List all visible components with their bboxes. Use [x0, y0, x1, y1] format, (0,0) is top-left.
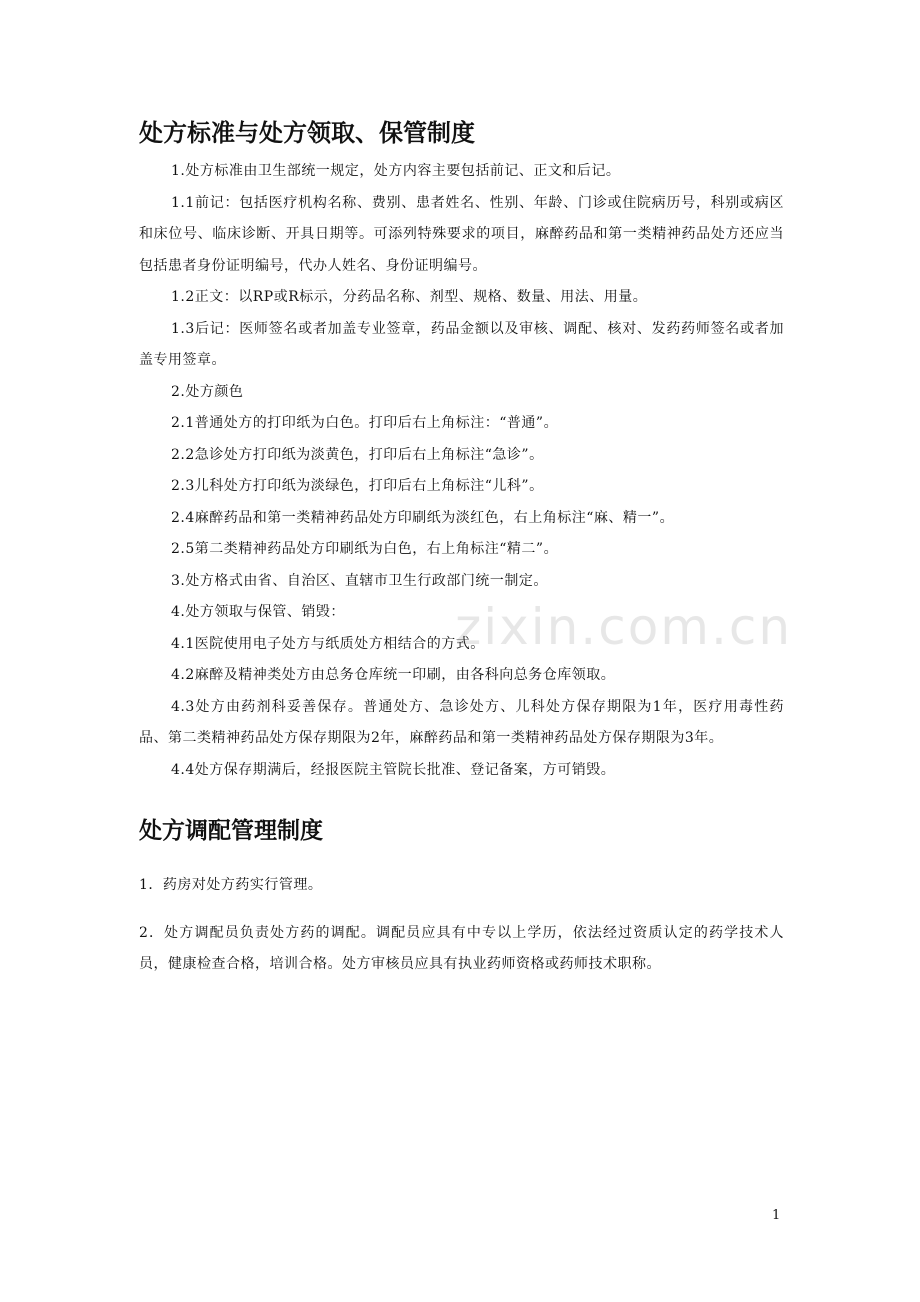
- page-number: 1: [772, 1208, 781, 1223]
- paragraph: 4.处方领取与保管、销毁：: [171, 604, 345, 620]
- paragraph: 2.3儿科处方打印纸为淡绿色，打印后右上角标注“儿科”。: [171, 478, 544, 494]
- paragraph: 1.3后记：医师签名或者加盖专业签章，药品金额以及审核、调配、核对、发药药师签名或者加盖专用签章。: [139, 320, 784, 368]
- paragraph: 4.4处方保存期满后，经报医院主管院长批准、登记备案，方可销毁。: [171, 761, 616, 778]
- paragraph: 4.3处方由药剂科妥善保存。普通处方、急诊处方、儿科处方保存期限为1年，医疗用毒性药品、第二类精神药品处方保存期限为2年，麻醉药品和第一类精神药品处方保存期限为3年。: [139, 698, 784, 746]
- section-title-dispensing-management: 处方调配管理制度: [139, 818, 323, 844]
- watermark: zixin.com.cn: [455, 598, 793, 656]
- paragraph: 2.4麻醉药品和第一类精神药品处方印刷纸为淡红色，右上角标注“麻、精一”。: [171, 509, 675, 526]
- section-title-prescription-standard: 处方标准与处方领取、保管制度: [139, 119, 475, 147]
- paragraph: 2．处方调配员负责处方药的调配。调配员应具有中专以上学历，依法经过资质认定的药学技术人员，健康检查合格，培训合格。处方审核员应具有执业药师资格或药师技术职称。: [139, 924, 784, 972]
- paragraph: 2.1普通处方的打印纸为白色。打印后右上角标注：“普通”。: [171, 415, 559, 431]
- paragraph: 1．药房对处方药实行管理。: [139, 877, 323, 893]
- paragraph: 1.1前记：包括医疗机构名称、费别、患者姓名、性别、年龄、门诊或住院病历号，科别或病区和床位号、临床诊断、开具日期等。可添列特殊要求的项目，麻醉药品和第一类精神药品处方还应当包括患者身份证明编号，代办人姓名、身份证明编号。: [139, 194, 784, 274]
- document-body: [139, 116, 784, 997]
- paragraph: 4.2麻醉及精神类处方由总务仓库统一印刷，由各科向总务仓库领取。: [171, 667, 616, 683]
- paragraph: 2.5第二类精神药品处方印刷纸为白色，右上角标注“精二”。: [171, 541, 559, 557]
- paragraph: 1.处方标准由卫生部统一规定，处方内容主要包括前记、正文和后记。: [171, 163, 621, 179]
- paragraph: 3.处方格式由省、自治区、直辖市卫生行政部门统一制定。: [171, 572, 548, 589]
- paragraph: 2.处方颜色: [171, 383, 244, 400]
- paragraph: 1.2正文：以RP或R标示，分药品名称、剂型、规格、数量、用法、用量。: [171, 289, 648, 305]
- paragraph: 4.1医院使用电子处方与纸质处方相结合的方式。: [171, 635, 485, 652]
- paragraph: 2.2急诊处方打印纸为淡黄色，打印后右上角标注“急诊”。: [171, 446, 544, 463]
